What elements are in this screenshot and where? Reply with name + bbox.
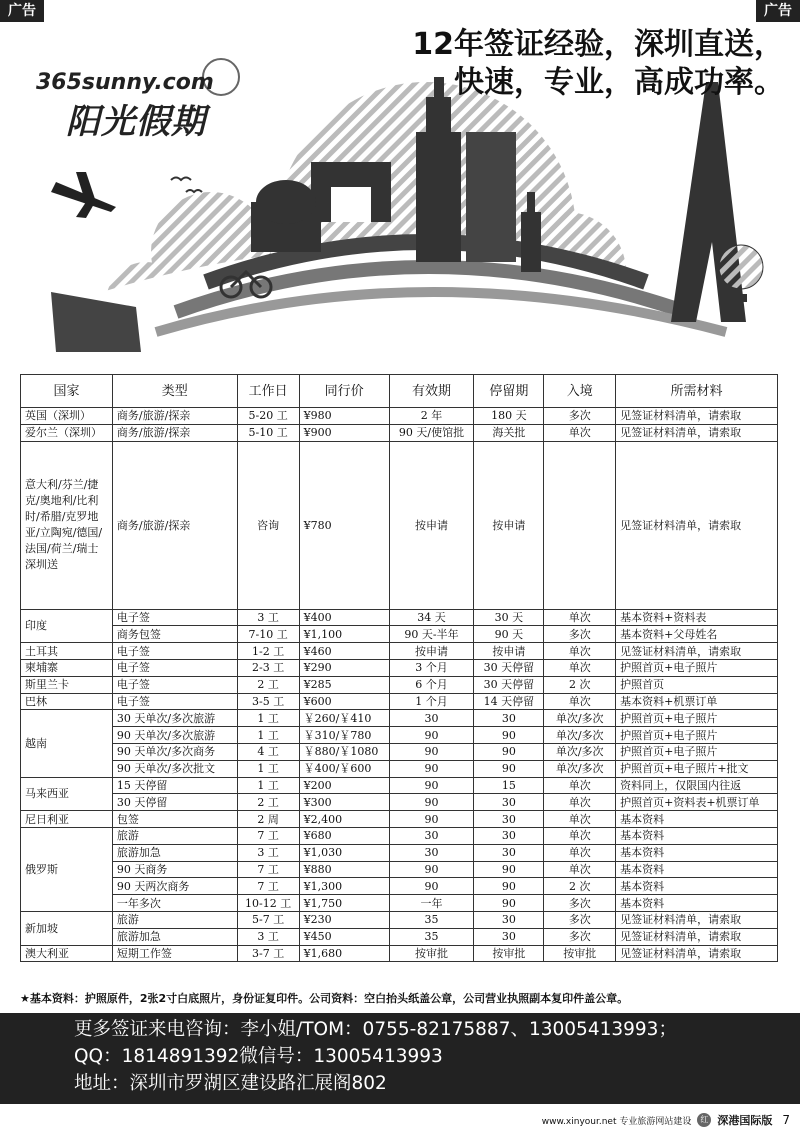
table-cell: 电子签: [112, 609, 237, 626]
table-cell: 1 工: [237, 777, 299, 794]
table-cell: 90 天-半年: [389, 626, 474, 643]
table-row: [21, 760, 778, 777]
table-cell: 基本资料+资料表: [616, 609, 778, 626]
column-header: 入境: [544, 375, 616, 408]
table-cell: 7 工: [237, 861, 299, 878]
table-cell: 1 个月: [389, 693, 474, 710]
table-cell: 见签证材料清单，请索取: [616, 643, 778, 660]
table-cell: 6 个月: [389, 676, 474, 693]
country-cell: 新加坡: [21, 911, 113, 945]
table-cell: 14 天停留: [474, 693, 544, 710]
table-row: [21, 895, 778, 912]
column-header: 类型: [112, 375, 237, 408]
table-cell: 5-20 工: [237, 408, 299, 425]
table-row: [21, 727, 778, 744]
table-row: [21, 794, 778, 811]
table-cell: 基本资料: [616, 844, 778, 861]
table-cell: 单次/多次: [544, 727, 616, 744]
table-cell: ¥600: [299, 693, 389, 710]
table-cell: 单次: [544, 861, 616, 878]
table-row: [21, 659, 778, 676]
slogan-line-2: 快速，专业，高成功率。: [454, 65, 784, 100]
table-cell: 1-2 工: [237, 643, 299, 660]
table-cell: 海关批: [474, 424, 544, 441]
table-cell: 4 工: [237, 743, 299, 760]
table-row: [21, 609, 778, 626]
table-cell: ¥900: [299, 424, 389, 441]
table-cell: 旅游: [112, 827, 237, 844]
dome-building-icon: [251, 180, 321, 252]
column-header: 同行价: [299, 375, 389, 408]
table-cell: 多次: [544, 408, 616, 425]
table-cell: 1 工: [237, 710, 299, 727]
table-cell: 7 工: [237, 827, 299, 844]
table-cell: 电子签: [112, 676, 237, 693]
table-cell: 电子签: [112, 659, 237, 676]
table-cell: 护照首页+电子照片: [616, 727, 778, 744]
table-cell: 90 天/使馆批: [389, 424, 474, 441]
table-cell: 单次: [544, 643, 616, 660]
table-cell: 30: [474, 844, 544, 861]
footer-brand: 深港国际版: [717, 1114, 773, 1127]
country-cell: 爱尔兰（深圳）: [21, 424, 113, 441]
table-cell: ¥1,750: [299, 895, 389, 912]
airplane-icon: [51, 172, 116, 218]
table-cell: ¥1,100: [299, 626, 389, 643]
slogan: [412, 26, 784, 102]
page-number: 7: [782, 1113, 790, 1127]
ad-label-left: 广告: [0, 0, 44, 22]
table-cell: ￥880/￥1080: [299, 743, 389, 760]
table-cell: 见签证材料清单，请索取: [616, 441, 778, 609]
table-cell: 30: [474, 794, 544, 811]
table-cell: 基本资料: [616, 861, 778, 878]
table-cell: 护照首页: [616, 676, 778, 693]
hotel-building-icon: [466, 132, 516, 262]
table-cell: 90: [389, 811, 474, 828]
table-cell: 90 天单次/多次旅游: [112, 727, 237, 744]
table-row: [21, 743, 778, 760]
hero-banner: [6, 22, 794, 362]
table-cell: ¥290: [299, 659, 389, 676]
table-cell: 90: [474, 727, 544, 744]
ad-label-right: 广告: [756, 0, 800, 22]
table-cell: 按申请: [474, 441, 544, 609]
table-row: [21, 811, 778, 828]
table-cell: ¥400: [299, 609, 389, 626]
table-cell: 基本资料: [616, 895, 778, 912]
table-header-row: [21, 375, 778, 408]
table-cell: 35: [389, 928, 474, 945]
table-cell: 5-7 工: [237, 911, 299, 928]
table-cell: 商务/旅游/探亲: [112, 441, 237, 609]
table-cell: 30: [474, 911, 544, 928]
table-cell: 基本资料+机票订单: [616, 693, 778, 710]
brand-circle-icon: 红: [697, 1113, 711, 1127]
table-row: [21, 693, 778, 710]
country-cell: 土耳其: [21, 643, 113, 660]
table-cell: 7-10 工: [237, 626, 299, 643]
table-cell: ￥310/￥780: [299, 727, 389, 744]
table-cell: 15 天停留: [112, 777, 237, 794]
table-cell: 单次: [544, 659, 616, 676]
table-cell: 2-3 工: [237, 659, 299, 676]
table-cell: 30: [389, 710, 474, 727]
table-cell: ¥880: [299, 861, 389, 878]
table-cell: 3-7 工: [237, 945, 299, 962]
table-row: [21, 911, 778, 928]
table-cell: 一年: [389, 895, 474, 912]
country-cell: 柬埔寨: [21, 659, 113, 676]
table-cell: 90: [389, 760, 474, 777]
table-cell: 90 天单次/多次商务: [112, 743, 237, 760]
footer-site: www.xinyour.net 专业旅游网站建设: [541, 1116, 692, 1127]
table-cell: 90 天两次商务: [112, 878, 237, 895]
table-cell: 按申请: [389, 643, 474, 660]
table-cell: 多次: [544, 928, 616, 945]
table-cell: ￥260/￥410: [299, 710, 389, 727]
table-cell: 护照首页+电子照片: [616, 710, 778, 727]
table-row: [21, 945, 778, 962]
table-cell: 2 工: [237, 794, 299, 811]
table-cell: 2 次: [544, 676, 616, 693]
table-cell: 90: [474, 895, 544, 912]
table-cell: 资料同上，仅限国内往返: [616, 777, 778, 794]
table-cell: 90: [389, 727, 474, 744]
table-cell: 30: [389, 827, 474, 844]
table-cell: 护照首页+电子照片: [616, 743, 778, 760]
table-cell: ¥230: [299, 911, 389, 928]
table-cell: 30: [389, 844, 474, 861]
table-cell: 见签证材料清单，请索取: [616, 945, 778, 962]
table-body: [21, 408, 778, 962]
table-cell: 7 工: [237, 878, 299, 895]
table-cell: 2 周: [237, 811, 299, 828]
table-cell: 护照首页+电子照片: [616, 659, 778, 676]
table-cell: 90: [474, 878, 544, 895]
table-cell: 3 工: [237, 609, 299, 626]
table-cell: 30: [474, 811, 544, 828]
table-cell: ¥450: [299, 928, 389, 945]
table-cell: 90 天商务: [112, 861, 237, 878]
country-cell: 巴林: [21, 693, 113, 710]
table-cell: 1 工: [237, 760, 299, 777]
table-cell: ¥2,400: [299, 811, 389, 828]
arch-building-icon: [311, 162, 391, 222]
table-cell: 见签证材料清单，请索取: [616, 424, 778, 441]
table-cell: 30 天停留: [474, 659, 544, 676]
table-cell: 单次: [544, 693, 616, 710]
table-cell: 多次: [544, 626, 616, 643]
table-cell: 单次: [544, 794, 616, 811]
column-header: 有效期: [389, 375, 474, 408]
table-cell: 30 天停留: [474, 676, 544, 693]
table-cell: 见签证材料清单，请索取: [616, 928, 778, 945]
table-cell: 按审批: [544, 945, 616, 962]
table-cell: 90: [389, 861, 474, 878]
column-header: 国家: [21, 375, 113, 408]
logo-name: 阳光假期: [66, 102, 206, 142]
table-cell: 见签证材料清单，请索取: [616, 408, 778, 425]
table-cell: 单次: [544, 844, 616, 861]
logo-domain: 365sunny.com: [36, 70, 214, 95]
table-cell: 电子签: [112, 693, 237, 710]
table-cell: 单次: [544, 777, 616, 794]
table-cell: ¥680: [299, 827, 389, 844]
table-row: [21, 441, 778, 609]
table-row: [21, 710, 778, 727]
table-cell: 3 工: [237, 928, 299, 945]
table-cell: ¥780: [299, 441, 389, 609]
table-row: [21, 408, 778, 425]
table-cell: 30: [474, 710, 544, 727]
table-cell: 5-10 工: [237, 424, 299, 441]
table-row: [21, 844, 778, 861]
materials-note: ★基本资料：护照原件，2张2寸白底照片，身份证复印件。公司资料：空白抬头纸盖公章，公司营业执照副本复印件盖公章。: [20, 992, 629, 1005]
table-cell: 多次: [544, 895, 616, 912]
table-cell: ¥460: [299, 643, 389, 660]
table-row: [21, 777, 778, 794]
table-cell: 34 天: [389, 609, 474, 626]
table-cell: 90 天: [474, 626, 544, 643]
country-cell: 印度: [21, 609, 113, 643]
table-cell: 商务/旅游/探亲: [112, 424, 237, 441]
country-cell: 尼日利亚: [21, 811, 113, 828]
table-cell: 30: [474, 928, 544, 945]
table-cell: 按审批: [389, 945, 474, 962]
country-cell: 斯里兰卡: [21, 676, 113, 693]
table-cell: 2 次: [544, 878, 616, 895]
table-cell: 短期工作签: [112, 945, 237, 962]
table-cell: 单次: [544, 811, 616, 828]
table-cell: 3-5 工: [237, 693, 299, 710]
table-cell: 单次/多次: [544, 710, 616, 727]
birds-icon: [171, 178, 202, 193]
table-cell: 商务包签: [112, 626, 237, 643]
table-cell: 90: [474, 743, 544, 760]
table-cell: 护照首页+资料表+机票订单: [616, 794, 778, 811]
contact-qq-wechat: QQ：1814891392微信号：13005413993: [74, 1046, 443, 1067]
table-cell: ¥1,680: [299, 945, 389, 962]
table-cell: 旅游加急: [112, 928, 237, 945]
country-cell: 马来西亚: [21, 777, 113, 811]
table-cell: 旅游: [112, 911, 237, 928]
table-row: [21, 827, 778, 844]
contact-address: 地址：深圳市罗湖区建设路汇展阁802: [74, 1073, 387, 1094]
table-cell: 3 个月: [389, 659, 474, 676]
table-cell: 按申请: [474, 643, 544, 660]
table-cell: 咨询: [237, 441, 299, 609]
column-header: 停留期: [474, 375, 544, 408]
table-cell: 基本资料+父母姓名: [616, 626, 778, 643]
table-cell: 90: [389, 878, 474, 895]
table-cell: 单次/多次: [544, 760, 616, 777]
table-cell: 按申请: [389, 441, 474, 609]
table-row: [21, 626, 778, 643]
table-cell: 基本资料: [616, 827, 778, 844]
table-row: [21, 643, 778, 660]
table-cell: ￥400/￥600: [299, 760, 389, 777]
table-row: [21, 928, 778, 945]
table-cell: [544, 441, 616, 609]
page-footer: [542, 1112, 790, 1128]
country-cell: 俄罗斯: [21, 827, 113, 911]
table-cell: 电子签: [112, 643, 237, 660]
table-cell: 旅游加急: [112, 844, 237, 861]
table-cell: 护照首页+电子照片+批文: [616, 760, 778, 777]
table-cell: 90: [389, 777, 474, 794]
table-cell: 15: [474, 777, 544, 794]
table-cell: 2 年: [389, 408, 474, 425]
table-cell: 商务/旅游/探亲: [112, 408, 237, 425]
table-cell: 10-12 工: [237, 895, 299, 912]
column-header: 所需材料: [616, 375, 778, 408]
table-cell: 90: [389, 743, 474, 760]
table-cell: ¥980: [299, 408, 389, 425]
slogan-line-1: 12年签证经验，深圳直送，: [412, 27, 784, 62]
country-cell: 越南: [21, 710, 113, 777]
table-cell: 单次: [544, 827, 616, 844]
table-cell: ¥1,030: [299, 844, 389, 861]
table-cell: 1 工: [237, 727, 299, 744]
contact-block: [0, 1013, 800, 1104]
table-cell: 30 天单次/多次旅游: [112, 710, 237, 727]
table-row: [21, 676, 778, 693]
table-cell: 单次/多次: [544, 743, 616, 760]
table-cell: ¥200: [299, 777, 389, 794]
country-cell: 英国（深圳）: [21, 408, 113, 425]
table-row: [21, 424, 778, 441]
table-cell: 3 工: [237, 844, 299, 861]
table-cell: 见签证材料清单，请索取: [616, 911, 778, 928]
table-cell: 90 天单次/多次批文: [112, 760, 237, 777]
table-row: [21, 878, 778, 895]
table-cell: 90: [389, 794, 474, 811]
visa-price-table: [20, 374, 778, 962]
country-cell: 澳大利亚: [21, 945, 113, 962]
table-cell: 包签: [112, 811, 237, 828]
table-cell: 单次: [544, 424, 616, 441]
table-cell: ¥285: [299, 676, 389, 693]
table-cell: 基本资料: [616, 811, 778, 828]
table-cell: 2 工: [237, 676, 299, 693]
table-cell: 180 天: [474, 408, 544, 425]
table-cell: 基本资料: [616, 878, 778, 895]
table-cell: 35: [389, 911, 474, 928]
table-cell: ¥1,300: [299, 878, 389, 895]
table-cell: 按审批: [474, 945, 544, 962]
table-cell: 90: [474, 861, 544, 878]
country-cell: 意大利/芬兰/捷克/奥地利/比利时/希腊/克罗地亚/立陶宛/德国/法国/荷兰/瑞士 深圳送: [21, 441, 113, 609]
table-cell: 多次: [544, 911, 616, 928]
column-header: 工作日: [237, 375, 299, 408]
table-row: [21, 861, 778, 878]
table-cell: 30 天停留: [112, 794, 237, 811]
table-cell: 90: [474, 760, 544, 777]
table-cell: ¥300: [299, 794, 389, 811]
table-cell: 30 天: [474, 609, 544, 626]
contact-phone: 更多签证来电咨询：李小姐/TOM：0755-82175887、13005413993；: [74, 1019, 677, 1040]
table-cell: 一年多次: [112, 895, 237, 912]
table-cell: 单次: [544, 609, 616, 626]
table-cell: 30: [474, 827, 544, 844]
